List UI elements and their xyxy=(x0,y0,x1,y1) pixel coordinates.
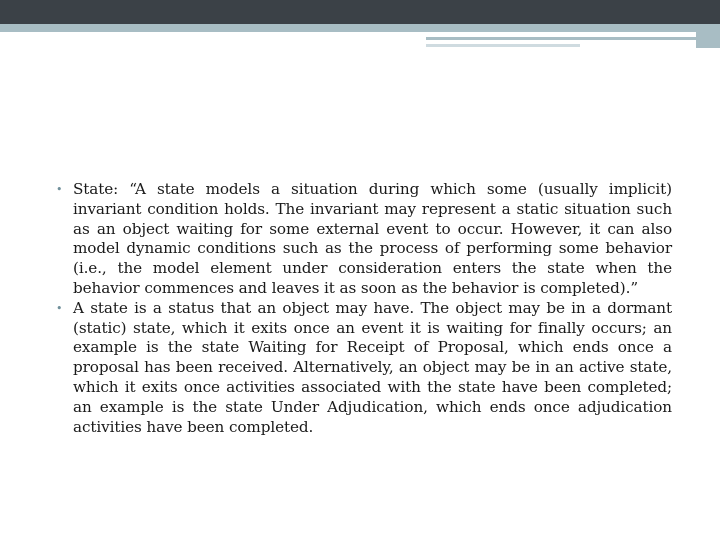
accent-line-bottom xyxy=(426,44,580,47)
bullet-item-state-status xyxy=(56,299,672,438)
slide-body xyxy=(56,180,672,437)
bullet-dot-icon: • xyxy=(56,183,63,196)
bullet-text: State: “A state models a situation during which some (usually implicit) invariant condition holds. The invariant may represent a static situation such as an object waiting for some external event to occur. However, it can also model dynamic conditions such as the process of performing some behavior (i.e., the model element under consideration enters the state when the behavior commences and leaves it as soon as the behavior is completed).” xyxy=(73,180,672,297)
bullet-item-state-definition xyxy=(56,180,672,299)
bullet-dot-icon: • xyxy=(56,301,63,315)
accent-line-top xyxy=(426,37,696,40)
bullet-list xyxy=(56,180,672,437)
header-bar xyxy=(0,0,720,24)
corner-accent-block xyxy=(696,24,720,48)
bullet-text: A state is a status that an object may have. The object may be in a dormant (static) state, which it exits once an event it is waiting for finally occurs; an example is the state Waiting for Receipt of Proposal, which ends once a proposal has been received. Alternatively, an object may be in an active state, which it exits once activities associated with the state have been completed; an example is the state Under Adjudication, which ends once adjudication activities have been completed. xyxy=(73,298,672,436)
accent-bar xyxy=(0,24,720,32)
